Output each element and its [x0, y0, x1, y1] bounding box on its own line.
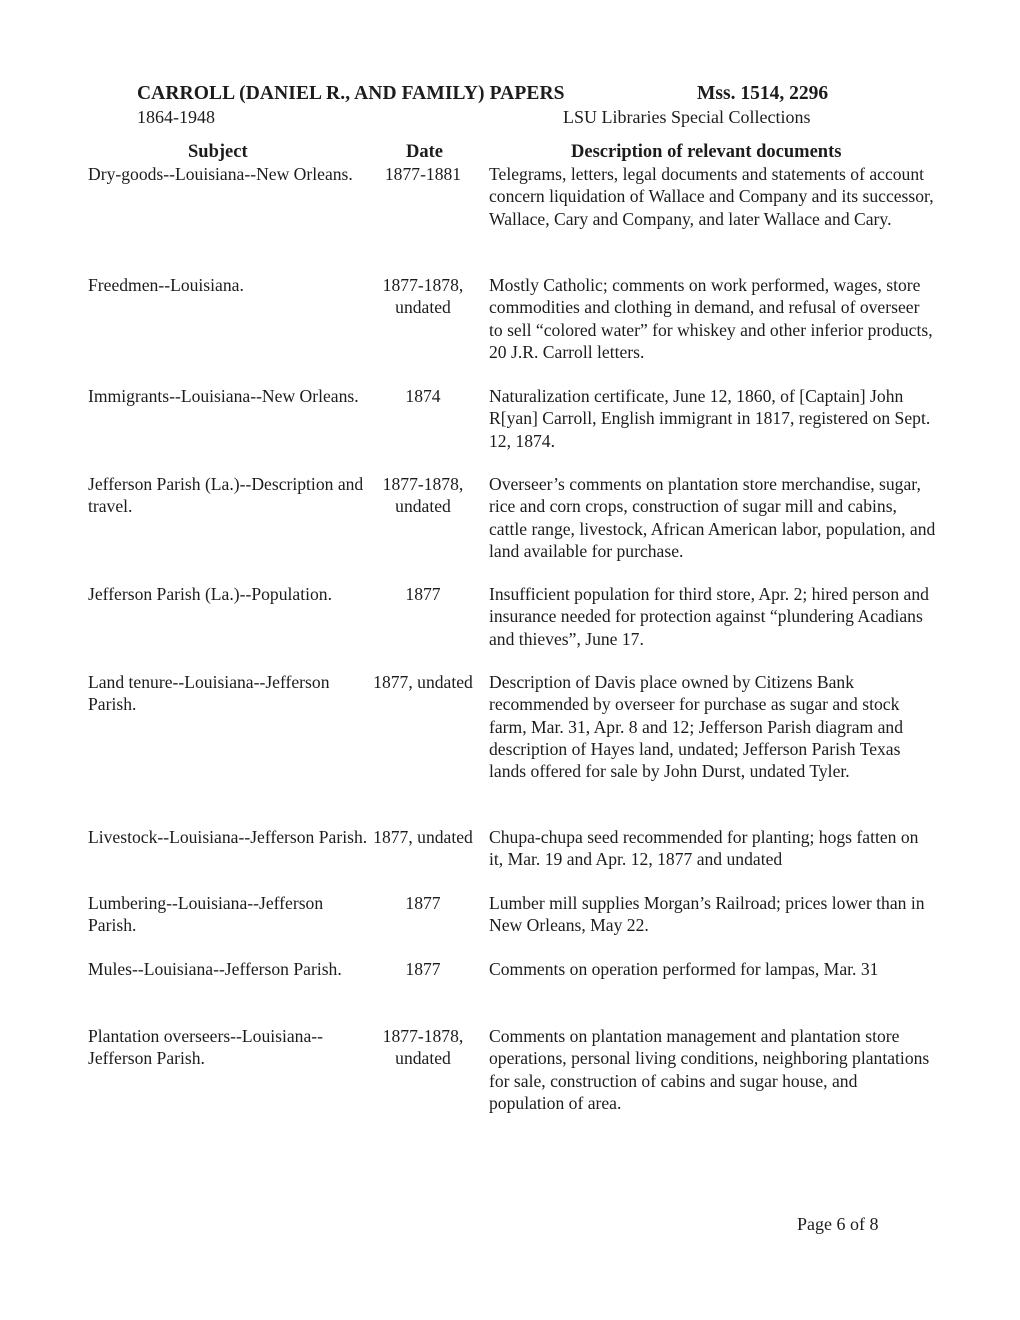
subject-cell: Mules--Louisiana--Jefferson Parish.: [88, 959, 342, 979]
date-cell: 1877, undated: [373, 672, 473, 692]
date-cell: 1877-1878, undated: [382, 474, 464, 517]
subject-cell: Jefferson Parish (La.)--Population.: [88, 584, 332, 604]
subject-cell: Immigrants--Louisiana--New Orleans.: [88, 386, 359, 406]
subject-column-header: Subject: [188, 142, 248, 162]
description-cell: Description of Davis place owned by Citizens Bank recommended by overseer for purchase as sugar and stock farm, Mar. 31, Apr. 8 and 12; Jefferson Parish diagram and description of Hayes land, undated; Jefferson Parish Texas lands offered for sale by John Durst, undated Tyler.: [489, 672, 904, 782]
description-cell: Telegrams, letters, legal documents and statements of account concern liquidation of Wallace and Company and its successor, Wallace, Cary and Company, and later Wallace and Cary.: [489, 164, 934, 229]
description-cell: Mostly Catholic; comments on work performed, wages, store commodities and clothing in demand, and refusal of overseer to sell “colored water” for whiskey and other inferior products, 20 J.R. Carroll letters.: [489, 275, 933, 362]
date-cell: 1877, undated: [373, 827, 473, 847]
date-cell: 1877-1878, undated: [382, 1026, 464, 1069]
date-cell: 1874: [405, 386, 441, 406]
description-cell: Lumber mill supplies Morgan’s Railroad; prices lower than in New Orleans, May 22.: [489, 893, 925, 936]
page-number: Page 6 of 8: [797, 1214, 879, 1234]
description-cell: Chupa-chupa seed recommended for planting; hogs fatten on it, Mar. 19 and Apr. 12, 1877 and undated: [489, 827, 919, 870]
subject-cell: Livestock--Louisiana--Jefferson Parish.: [88, 827, 368, 847]
subject-cell: Jefferson Parish (La.)--Description and travel.: [88, 474, 364, 517]
date-cell: 1877-1881: [384, 164, 462, 184]
date-cell: 1877-1878, undated: [382, 275, 464, 318]
subject-cell: Plantation overseers--Louisiana--Jefferson Parish.: [88, 1026, 323, 1069]
description-cell: Overseer’s comments on plantation store merchandise, sugar, rice and corn crops, construction of sugar mill and cabins, cattle range, livestock, African American labor, population, and land available for purchase.: [489, 474, 936, 561]
subject-cell: Land tenure--Louisiana--Jefferson Parish.: [88, 672, 330, 715]
description-cell: Comments on operation performed for lampas, Mar. 31: [489, 959, 879, 979]
date-cell: 1877: [405, 959, 441, 979]
subject-cell: Freedmen--Louisiana.: [88, 275, 244, 295]
description-cell: Comments on plantation management and plantation store operations, personal living conditions, neighboring plantations for sale, construction of cabins and sugar house, and population of area.: [489, 1026, 930, 1113]
date-column-header: Date: [406, 142, 443, 162]
date-cell: 1877: [405, 584, 441, 604]
collection-title: CARROLL (DANIEL R., AND FAMILY) PAPERS: [137, 83, 565, 104]
description-column-header: Description of relevant documents: [571, 142, 842, 162]
description-cell: Insufficient population for third store, Apr. 2; hired person and insurance needed for protection against “plundering Acadians and thieves”, June 17.: [489, 584, 929, 649]
mss-number: Mss. 1514, 2296: [697, 83, 829, 104]
subject-cell: Dry-goods--Louisiana--New Orleans.: [88, 164, 353, 184]
date-range: 1864-1948: [137, 107, 215, 127]
repository-name: LSU Libraries Special Collections: [563, 107, 811, 127]
subject-cell: Lumbering--Louisiana--Jefferson Parish.: [88, 893, 324, 936]
description-cell: Naturalization certificate, June 12, 1860, of [Captain] John R[yan] Carroll, English immigrant in 1817, registered on Sept. 12, 1874.: [489, 386, 931, 451]
date-cell: 1877: [405, 893, 441, 913]
